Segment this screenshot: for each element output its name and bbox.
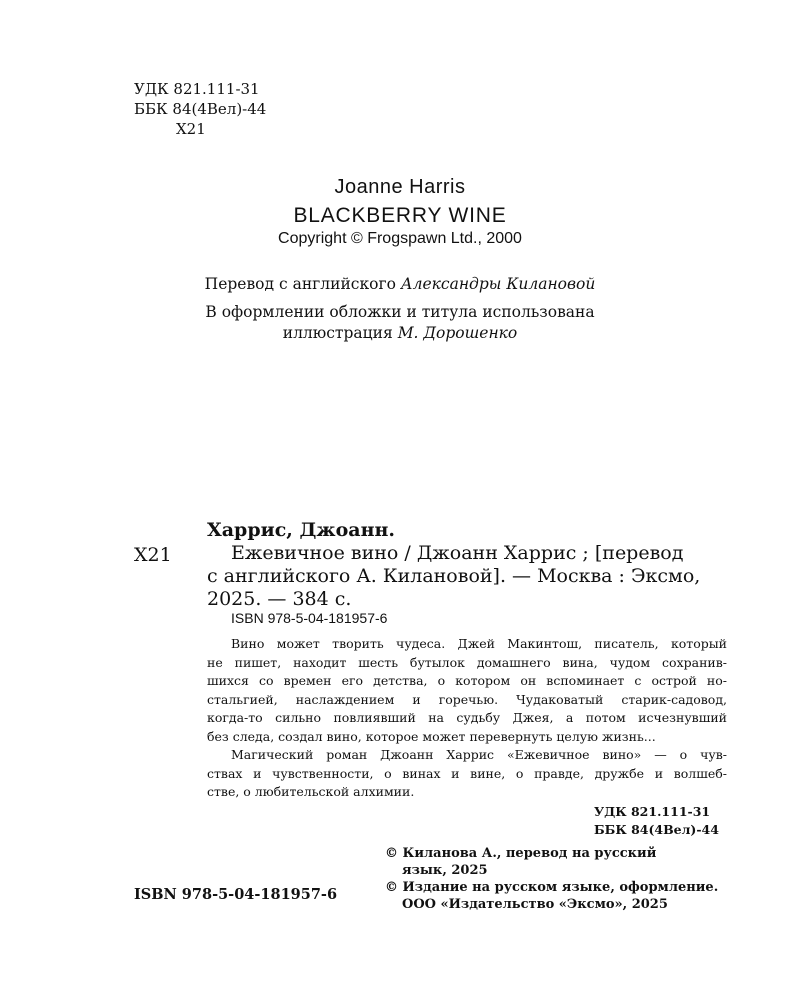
original-copyright: Copyright © Frogspawn Ltd., 2000 (278, 230, 522, 247)
top-classification-codes (134, 79, 266, 139)
bibliographic-heading: Харрис, Джоанн. (207, 519, 396, 541)
annotation-line: когда-то сильно повлиявший на судьбу Джея, а потом исчезнувший (207, 710, 727, 725)
cover-credit-prefix: иллюстрация (282, 324, 393, 342)
bibliographic-isbn: ISBN 978-5-04-181957-6 (231, 610, 388, 626)
bibliographic-line: 2025. — 384 с. (207, 588, 352, 610)
copyright-line: © Издание на русском языке, оформление. (385, 880, 719, 895)
translation-prefix: Перевод с английского (204, 275, 396, 293)
udk-code: УДК 821.111-31 (134, 80, 260, 98)
bibliographic-line: с английского А. Килановой]. — Москва : Эксмо, (207, 565, 701, 587)
bibliographic-line: Ежевичное вино / Джоанн Харрис ; [перевод (231, 542, 684, 564)
translation-credit (0, 275, 800, 293)
cover-credit-line2 (0, 324, 800, 342)
annotation-line: без следа, создал вино, которое может перевернуть целую жизнь... (207, 728, 656, 744)
translator-name: Александры Килановой (400, 275, 596, 293)
copyright-notices (385, 845, 718, 913)
copyright-line: © Киланова А., перевод на русский (385, 846, 657, 861)
annotation-line: Магический роман Джоанн Харрис «Ежевичное вино» — о чув- (231, 747, 727, 762)
annotation-line: Вино может творить чудеса. Джей Макинтош, писатель, который (231, 636, 727, 651)
annotation-line: ствах и чувственности, о винах и вине, о правде, дружбе и волшеб- (207, 765, 727, 781)
annotation-udk: УДК 821.111-31 (594, 804, 711, 819)
annotation-line: не пишет, находит шесть бутылок домашнего вина, чудом сохранив- (207, 654, 727, 670)
annotation-line: стве, о любительской алхимии. (207, 784, 415, 799)
annotation (207, 635, 727, 802)
bbk-code: ББК 84(4Вел)-44 (134, 100, 267, 118)
footer-isbn: ISBN 978-5-04-181957-6 (134, 886, 338, 903)
author-mark: Х21 (176, 120, 206, 138)
annotation-line: стальгией, наслаждением и горечью. Чудаковатый старик-садовод, (207, 691, 727, 707)
illustrator-name: М. Дорошенко (397, 324, 518, 342)
original-title: BLACKBERRY WINE (293, 204, 507, 227)
cover-credit-line1: В оформлении обложки и титула использована (205, 303, 595, 321)
bibliographic-record (207, 519, 747, 611)
bibliographic-mark: Х21 (134, 544, 172, 566)
original-author: Joanne Harris (334, 176, 466, 198)
copyright-line: язык, 2025 (402, 863, 488, 878)
annotation-bbk: ББК 84(4Вел)-44 (594, 822, 719, 837)
copyright-line: ООО «Издательство «Эксмо», 2025 (402, 897, 668, 912)
annotation-line: шихся со времен его детства, о котором он вспоминает с острой но- (207, 673, 727, 688)
